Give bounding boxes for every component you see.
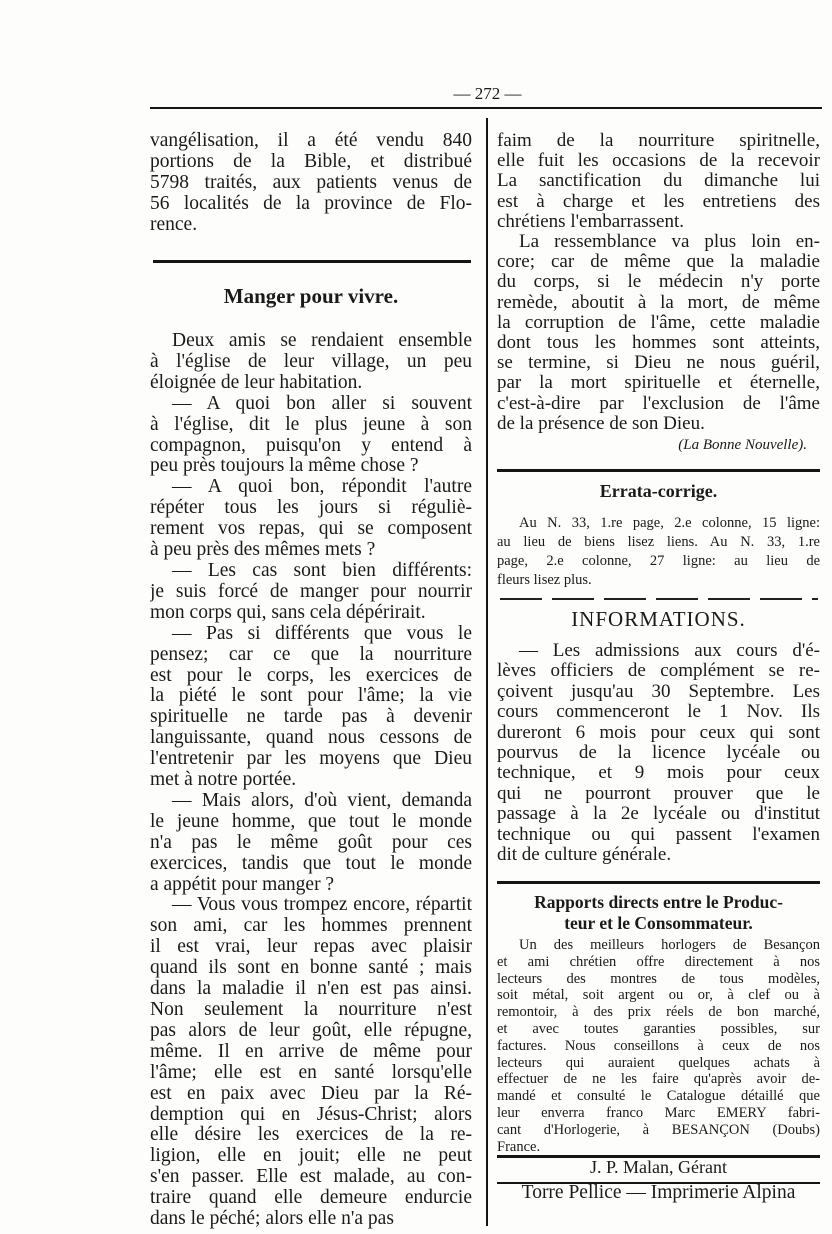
text-line: même. Il en arrive de même pour [150, 1041, 472, 1062]
text-line: chrétiens l'embarrassent. [497, 211, 685, 232]
text-line: l'entretenir par les moyens que Dieu [150, 749, 472, 770]
text-line: — Les admissions aux cours d'é- [519, 641, 820, 661]
text-line: — A quoi bon, répondit l'autre [172, 477, 472, 498]
text-line: — Vous vous trompez encore, répartit [172, 895, 472, 916]
column-rule [486, 118, 488, 1226]
article-continuation [497, 131, 820, 434]
text-line: technique ou qui passent l'examen [497, 824, 820, 845]
text-line: Au N. 33, 1.re page, 2.e colonne, 15 ligne: [519, 515, 820, 531]
text-line: elle fuit les occasions de la recevoir [497, 151, 820, 172]
text-line: çoivent jusqu'au 30 Septembre. Les [497, 681, 820, 702]
text-line: répéter tous les jours si réguliè- [150, 498, 472, 519]
text-line: lecteurs qui auraient quelques achats à [497, 1054, 820, 1071]
text-line: a appétit pour manger ? [150, 874, 335, 895]
text-line: peu près toujours la même chose ? [150, 456, 419, 477]
section-rule [153, 260, 471, 263]
text-line: dureront 6 mois pour ceux qui sont [497, 722, 820, 743]
text-line: France. [497, 1138, 541, 1155]
text-line: cant d'Horlogerie, à BESANÇON (Doubs) [497, 1121, 820, 1138]
text-line: spirituelle ne tarde pas à devenir [150, 707, 472, 728]
text-line: passage à la 2e lycéale ou d'institut [497, 804, 820, 825]
text-line: exercices, tandis que tout le monde [150, 853, 472, 874]
text-line: languissante, quand nous cessons de [150, 728, 472, 749]
text-line: à peu près des mêmes mets ? [150, 540, 376, 561]
text-line: ligion, elle en jouit; elle ne peut [150, 1146, 472, 1167]
text-line: par la mort spirituelle et éternelle, [497, 373, 820, 394]
text-line: compagnon, puisqu'on y entend à [150, 435, 472, 456]
text-line: leur enverra franco Marc EMERY fabri- [497, 1104, 820, 1121]
article-title: Manger pour vivre. [223, 284, 399, 308]
ad-rule [497, 881, 820, 884]
text-line: l'âme; elle est en santé lorsqu'elle [150, 1062, 472, 1083]
text-line: son ami, car les hommes prennent [150, 916, 472, 937]
text-line: La sanctification du dimanche lui [497, 171, 820, 192]
text-line: du corps, si le médecin n'y porte [497, 272, 820, 293]
text-line: n'a pas le même goût pour ces [150, 832, 472, 853]
text-line: Deux amis se rendaient ensemble [172, 331, 472, 351]
text-line: La ressemblance va plus loin en- [519, 232, 820, 253]
text-line: dans la maladie il n'en est pas ainsi. [150, 979, 472, 1000]
text-line: à l'église, dit le plus jeune à son [150, 414, 472, 435]
text-line: c'est-à-dire par l'exclusion de l'âme [497, 393, 820, 414]
text-line: et ami chrétien offre directement à nos [497, 953, 820, 970]
text-line: s'en passer. Elle est malade, au con- [150, 1167, 472, 1188]
text-line: il est vrai, leur repas avec plaisir [150, 937, 472, 958]
informations-title: INFORMATIONS. [571, 607, 746, 631]
text-line: de la présence de son Dieu. [497, 413, 705, 434]
article-source: (La Bonne Nouvelle). [678, 437, 807, 453]
text-line: quand ils sont en bonne santé ; mais [150, 958, 472, 979]
text-line: remède, aboutit à la mort, de même [497, 292, 820, 313]
text-line: remontoir, à des prix réels de bon marché, [497, 1004, 820, 1021]
text-line: met à notre portée. [150, 770, 297, 791]
text-line: rement vos repas, qui se composent [150, 519, 472, 540]
text-line: Non seulement la nourriture n'est [150, 1000, 472, 1020]
text-line: core; car de même que la maladie [497, 252, 820, 273]
errata-body [497, 514, 820, 590]
ad-title-line-2: teur et le Consommateur. [564, 913, 753, 933]
text-line: soit métal, soit argent ou or, à clef ou à [497, 987, 820, 1004]
text-line: se termine, si Dieu ne nous guéril, [497, 353, 820, 374]
informations-body [497, 641, 820, 865]
text-line: est à charge et les entretiens des [497, 191, 820, 212]
text-line: factures. Nous conseillons à ceux de nos [497, 1037, 820, 1054]
text-line: lecteurs des montres de tous modèles, [497, 970, 820, 987]
text-line: fleurs lisez plus. [497, 572, 592, 588]
advertisement-body [497, 937, 820, 1155]
text-line: dans le péché; alors elle n'a pas [150, 1209, 394, 1230]
dashed-rule [500, 598, 818, 600]
text-line: lèves officiers de complément se re- [497, 661, 820, 682]
text-line: — A quoi bon aller si souvent [172, 393, 472, 414]
text-line: vangélisation, il a été vendu 840 [150, 131, 472, 151]
errata-title: Errata-corrige. [599, 481, 718, 501]
text-line: le jeune homme, que tout le monde [150, 811, 472, 832]
text-line: pensez; car ce que la nourriture [150, 644, 472, 665]
text-line: au lieu de biens lisez liens. Au N. 33, 1.re [497, 534, 820, 550]
text-line: pourvus de la licence lycéale ou [497, 743, 820, 764]
text-line: la corruption de l'âme, cette maladie [497, 312, 820, 333]
ad-title [497, 892, 820, 934]
printer-credit: Torre Pellice — Imprimerie Alpina [521, 1182, 796, 1203]
text-line: — Les cas sont bien différents: [172, 560, 472, 581]
article-body [150, 331, 472, 1230]
text-line: à l'église de leur village, un peu [150, 351, 472, 372]
text-line: portions de la Bible, et distribué [150, 151, 472, 172]
intro-paragraph [150, 131, 472, 236]
text-line: traire quand elle demeure endurcie [150, 1188, 472, 1209]
errata-rule [497, 469, 820, 472]
text-line: rence. [150, 214, 198, 235]
text-line: cours commenceront le 1 Nov. Ils [497, 702, 820, 723]
text-line: 56 localités de la province de Flo- [150, 193, 472, 214]
text-line: faim de la nourriture spiritnelle, [497, 131, 820, 151]
text-line: et avec toutes garanties possibles, sur [497, 1020, 820, 1037]
text-line: demption qui en Jésus-Christ; alors [150, 1104, 472, 1125]
text-line: effectuer de ne les faire qu'après avoir de- [497, 1071, 820, 1088]
text-line: dit de culture générale. [497, 845, 672, 866]
page-number: — 272 — [453, 84, 522, 103]
text-line: mandé et consulté le Catalogue détaillé que [497, 1088, 820, 1105]
text-line: — Mais alors, d'où vient, demanda [172, 790, 472, 811]
text-line: elle désire les exercices de la re- [150, 1125, 472, 1146]
text-line: la piété le sont pour l'âme; la vie [150, 686, 472, 707]
text-line: technique, et 9 mois pour ceux [497, 763, 820, 784]
text-line: mon corps qui, sans cela dépérirait. [150, 602, 426, 623]
text-line: Un des meilleurs horlogers de Besançon [519, 937, 820, 953]
text-line: éloignée de leur habitation. [150, 372, 363, 393]
manager-credit: J. P. Malan, Gérant [590, 1157, 727, 1177]
text-line: qui ne pourront prouver que le [497, 783, 820, 804]
text-line: est en paix avec Dieu par la Ré- [150, 1083, 472, 1104]
text-line: 5798 traités, aux patients venus de [150, 172, 472, 193]
ad-title-line-1: Rapports directs entre le Produc- [534, 892, 783, 912]
header-rule [150, 107, 822, 109]
text-line: je suis forcé de manger pour nourrir [150, 581, 472, 602]
text-line: dont tous les hommes sont atteints, [497, 333, 820, 354]
text-line: pas alors de leur goût, elle répugne, [150, 1020, 472, 1041]
text-line: page, 2.e colonne, 27 ligne: au lieu de [497, 553, 820, 569]
text-line: est pour le corps, les exercices de [150, 665, 472, 686]
text-line: — Pas si différents que vous le [172, 623, 472, 644]
